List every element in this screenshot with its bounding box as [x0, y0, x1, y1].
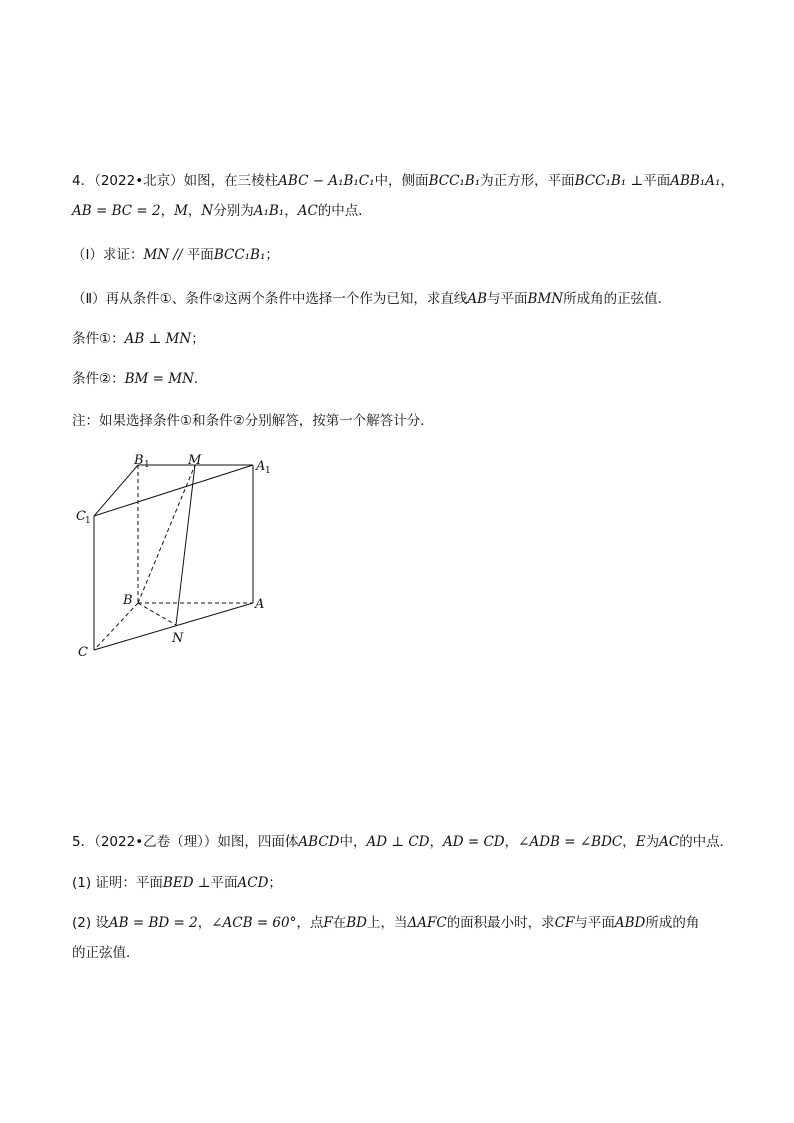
- p5-line1: 5．（2022•乙卷（理））如图，四面体ABCD中，AD ⊥ CD，AD = CD，∠ADB = ∠BDC，E为AC的中点．: [72, 834, 734, 850]
- label-C1: C: [76, 509, 86, 524]
- label-A1: A: [256, 459, 266, 474]
- math-prism: ABC − A₁B₁C₁: [278, 173, 375, 189]
- label-A: A: [255, 597, 265, 612]
- prism-figure: [60, 440, 300, 670]
- math-face: ABB₁A₁: [670, 173, 721, 189]
- p5-question2-cont: 的正弦值．: [72, 945, 140, 961]
- p4-line2: AB = BC = 2，M，N分别为A₁B₁，AC的中点．: [72, 203, 372, 219]
- p4-question1: （Ⅰ）求证：MN // 平面BCC₁B₁；: [72, 247, 279, 263]
- label-B: B: [123, 593, 133, 608]
- label-B1: B: [134, 453, 144, 468]
- edge-BN: [138, 603, 176, 625]
- label-N: N: [172, 631, 184, 646]
- label-C: C: [78, 645, 88, 660]
- label-M: M: [188, 453, 202, 468]
- edge-C1A1: [94, 465, 253, 516]
- p4-condition2: 条件②：BM = MN．: [72, 371, 208, 387]
- edge-BC: [94, 603, 138, 650]
- p4-condition1: 条件①：AB ⊥ MN；: [72, 331, 205, 347]
- p4-question2: （Ⅱ）再从条件①、条件②这两个条件中选择一个作为已知，求直线AB与平面BMN所成角的正弦值．: [72, 291, 672, 307]
- p5-question2: (2) 设AB = BD = 2，∠ACB = 60°，点F在BD上，当ΔAFC的面积最小时，求CF与平面ABD所成的角: [72, 915, 700, 931]
- math-face: BCC₁B₁ ⊥: [574, 173, 644, 189]
- math-face: BCC₁B₁: [428, 173, 481, 189]
- svg-text:1: 1: [265, 466, 271, 476]
- p4-line1: 4．（2022•北京）如图，在三棱柱ABC − A₁B₁C₁中，侧面BCC₁B₁为正方形，平面BCC₁B₁ ⊥平面ABB₁A₁，: [72, 173, 734, 189]
- svg-text:1: 1: [144, 460, 150, 470]
- p5-question1: (1) 证明：平面BED ⊥平面ACD；: [72, 875, 282, 891]
- edge-B1C1: [94, 465, 138, 516]
- p4-note: 注：如果选择条件①和条件②分别解答，按第一个解答计分．: [72, 413, 434, 429]
- svg-text:1: 1: [85, 516, 91, 526]
